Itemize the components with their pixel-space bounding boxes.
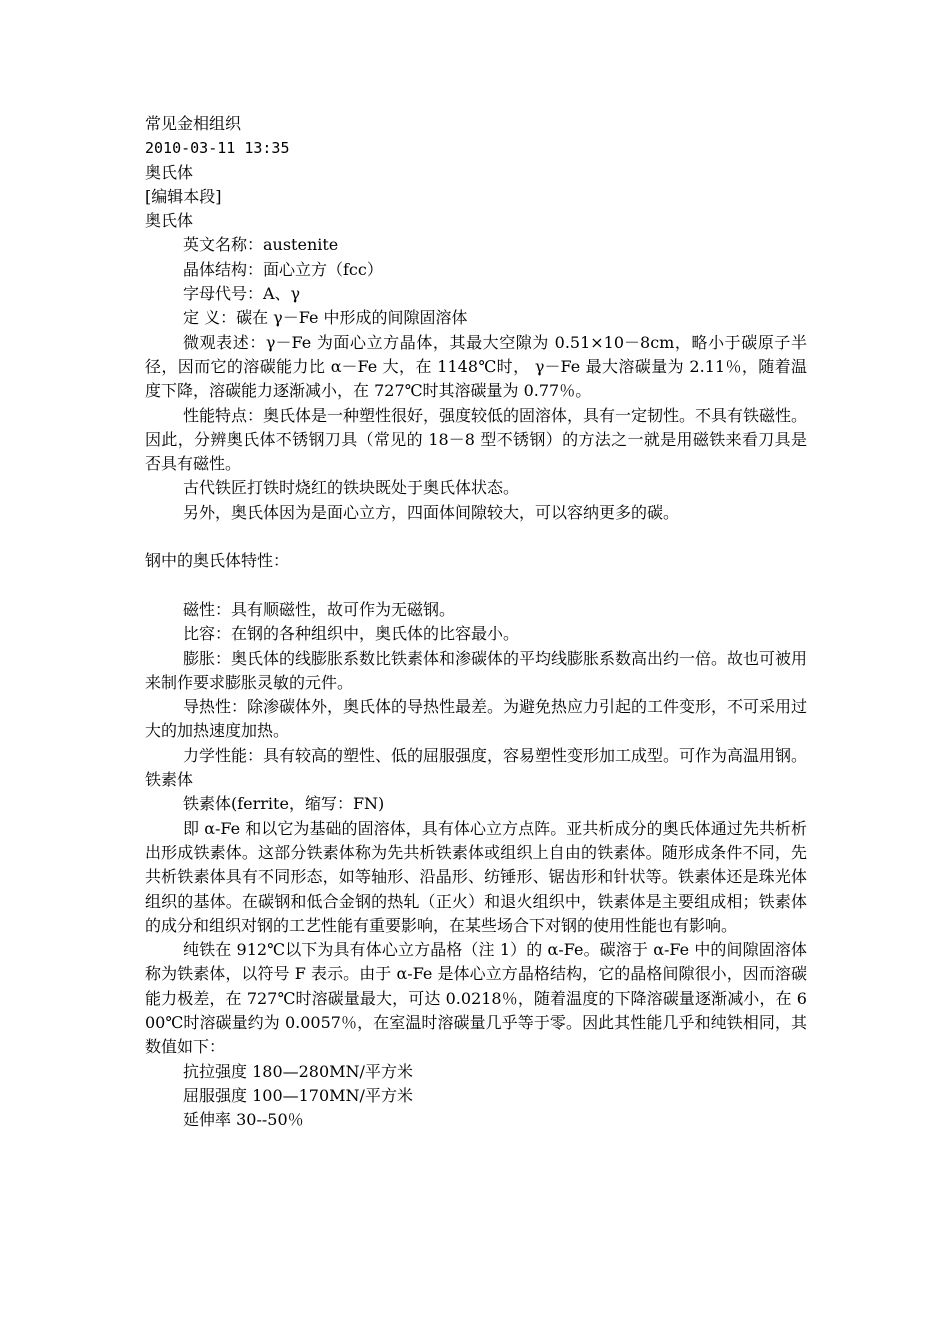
- ferrite-elongation: 延伸率 30--50％: [183, 1110, 304, 1130]
- section-heading-ferrite: 铁素体: [145, 770, 194, 790]
- pure-iron-paragraph: 纯铁在 912℃以下为具有体心立方晶格（注 1）的 α-Fe。碳溶于 α-Fe 中的间隙固溶体称为铁素体，以符号 F 表示。由于 α-Fe 是体心立方晶格结构，它的晶格间隙很小，因而溶碳能力极差，在 727℃时溶碳量最大，可达 0.0218％，随着温度的下降溶碳量逐渐减小，在 600℃时溶碳量约为 0.0057％，在室温时溶碳量几乎等于零。因此其性能几乎和纯铁相同，其数值如下：: [145, 940, 807, 1057]
- doc-title: 常见金相组织: [145, 114, 242, 133]
- ferrite-yield-strength: 屈服强度 100—170MN/平方米: [183, 1085, 413, 1105]
- property-expansion: 膨胀：奥氏体的线膨胀系数比铁素体和渗碳体的平均线膨胀系数高出约一倍。故也可被用来制作要求膨胀灵敏的元件。: [145, 648, 808, 692]
- austenite-symbol: 字母代号：A、γ: [183, 284, 301, 304]
- austenite-microscopic: 微观表述：γ－Fe 为面心立方晶体，其最大空隙为 0.51×10－8cm，略小于碳原子半径，因而它的溶碳能力比 α－Fe 大，在 1148℃时， γ－Fe 最大溶碳量为 2.11％，随着温度下降，溶碳能力逐渐减小，在 727℃时其溶碳量为 0.77％。: [145, 332, 807, 401]
- property-thermal: 导热性：除渗碳体外，奥氏体的导热性最差。为避免热应力引起的工件变形，不可采用过大的加热速度加热。: [145, 697, 808, 741]
- austenite-definition: 定 义：碳在 γ－Fe 中形成的间隙固溶体: [183, 308, 468, 328]
- austenite-fcc-note: 另外，奥氏体因为是面心立方，四面体间隙较大，可以容纳更多的碳。: [183, 502, 680, 522]
- austenite-ancient-note: 古代铁匠打铁时烧红的铁块既处于奥氏体状态。: [183, 478, 520, 498]
- ferrite-description: 即 α-Fe 和以它为基础的固溶体，具有体心立方点阵。亚共析成分的奥氏体通过先共析析出形成铁素体。这部分铁素体称为先共析铁素体或组织上自由的铁素体。随形成条件不同，先共析铁素体具有不同形态，如等轴形、沿晶形、纺锤形、锯齿形和针状等。铁素体还是珠光体组织的基体。在碳钢和低合金钢的热轧（正火）和退火组织中，铁素体是主要组成相；铁素体的成分和组织对钢的工艺性能有重要影响，在某些场合下对钢的使用性能也有影响。: [145, 818, 807, 935]
- edit-section-link[interactable]: [编辑本段]: [145, 186, 222, 206]
- property-magnetism: 磁性：具有顺磁性，故可作为无磁钢。: [183, 599, 456, 619]
- section-heading-austenite: 奥氏体: [145, 162, 194, 182]
- spacer: [145, 525, 807, 549]
- austenite-crystal-structure: 晶体结构：面心立方（fcc）: [183, 259, 383, 279]
- document-page: [145, 112, 807, 1132]
- austenite-english-name: 英文名称：austenite: [183, 235, 339, 255]
- ferrite-tensile-strength: 抗拉强度 180—280MN/平方米: [183, 1061, 413, 1081]
- doc-datetime: 2010-03-11 13:35: [145, 139, 290, 158]
- steel-austenite-title: 钢中的奥氏体特性：: [145, 551, 290, 571]
- subheading-austenite: 奥氏体: [145, 211, 194, 231]
- property-specific-volume: 比容：在钢的各种组织中，奥氏体的比容最小。: [183, 624, 520, 644]
- property-mechanical: 力学性能：具有较高的塑性、低的屈服强度，容易塑性变形加工成型。可作为高温用钢。: [183, 745, 808, 765]
- spacer: [145, 574, 807, 598]
- austenite-properties: 性能特点：奥氏体是一种塑性很好，强度较低的固溶体，具有一定韧性。不具有铁磁性。因此，分辨奥氏体不锈钢刀具（常见的 18－8 型不锈钢）的方法之一就是用磁铁来看刀具是否具有磁性。: [145, 405, 808, 474]
- ferrite-name: 铁素体(ferrite，缩写：FN): [183, 794, 385, 814]
